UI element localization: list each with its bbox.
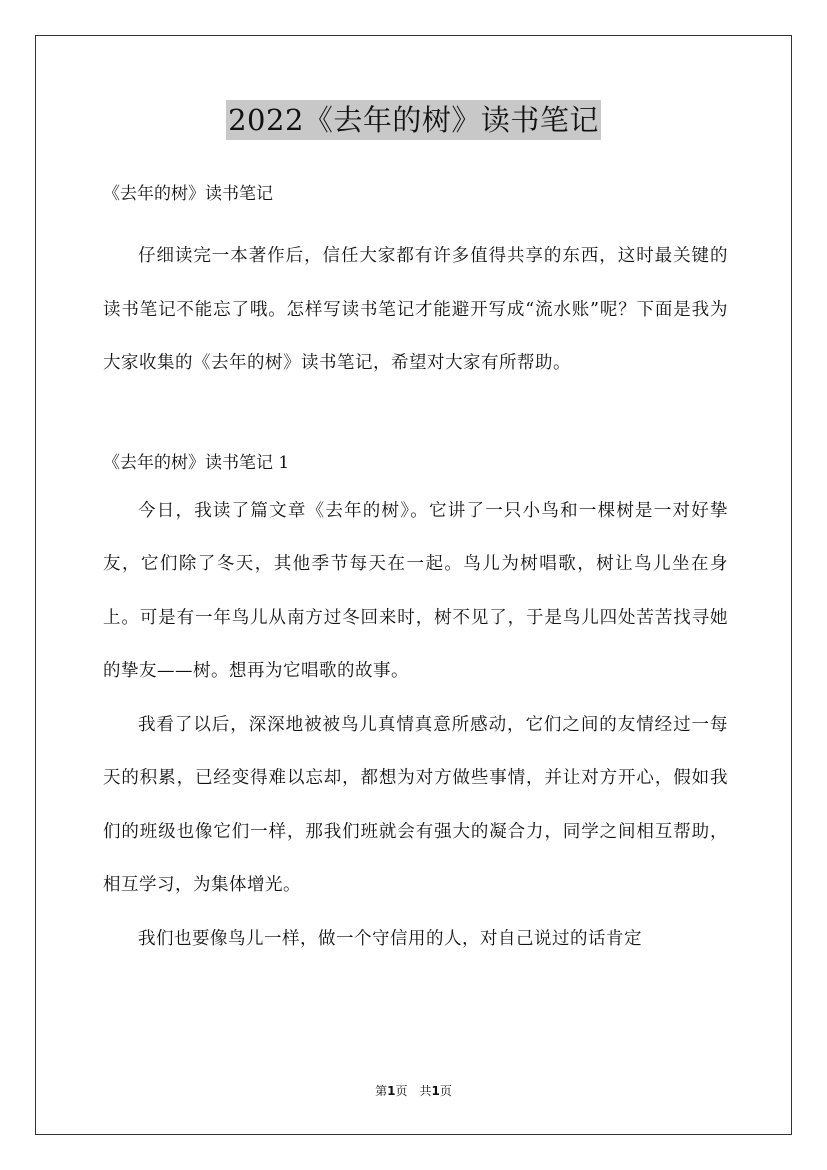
body-paragraph: 我们也要像鸟儿一样，做一个守信用的人，对自己说过的话肯定: [138, 928, 642, 949]
body-paragraph: 我看了以后，深深地被被鸟儿真情真意所感动，它们之间的友情经过一每天的积累，已经变得难以忘却，都想为对方做些事情，并让对方开心，假如我们的班级也像它们一样，那我们班就会有强大的凝合力，同学之间相互帮助，相互学习，为集体增光。: [103, 714, 728, 895]
intro-paragraph: 仔细读完一本著作后，信任大家都有许多值得共享的东西，这时最关键的读书笔记不能忘了哦。怎样写读书笔记才能避开写成“流水账”呢？下面是我为大家收集的《去年的树》读书笔记，希望对大家有所帮助。: [103, 246, 728, 373]
intro-heading: 《去年的树》读书笔记: [103, 184, 273, 204]
document-body: [103, 178, 728, 966]
footer-prefix: 第: [375, 1084, 388, 1098]
section-heading: 《去年的树》读书笔记 1: [103, 452, 290, 473]
footer-suffix: 页: [439, 1084, 452, 1098]
footer-mid: 页 共: [395, 1084, 432, 1098]
page-footer: [0, 1082, 827, 1099]
current-page-number: 1: [387, 1084, 396, 1098]
document-title: 2022《去年的树》读书笔记: [226, 100, 601, 140]
body-paragraph: 今日，我读了篇文章《去年的树》。它讲了一只小鸟和一棵树是一对好挚友，它们除了冬天，其他季节每天在一起。鸟儿为树唱歌，树让鸟儿坐在身上。可是有一年鸟儿从南方过冬回来时，树不见了，于是鸟儿四处苦苦找寻她的挚友——树。想再为它唱歌的故事。: [103, 500, 728, 681]
title-container: [0, 100, 827, 140]
total-page-number: 1: [431, 1084, 440, 1098]
